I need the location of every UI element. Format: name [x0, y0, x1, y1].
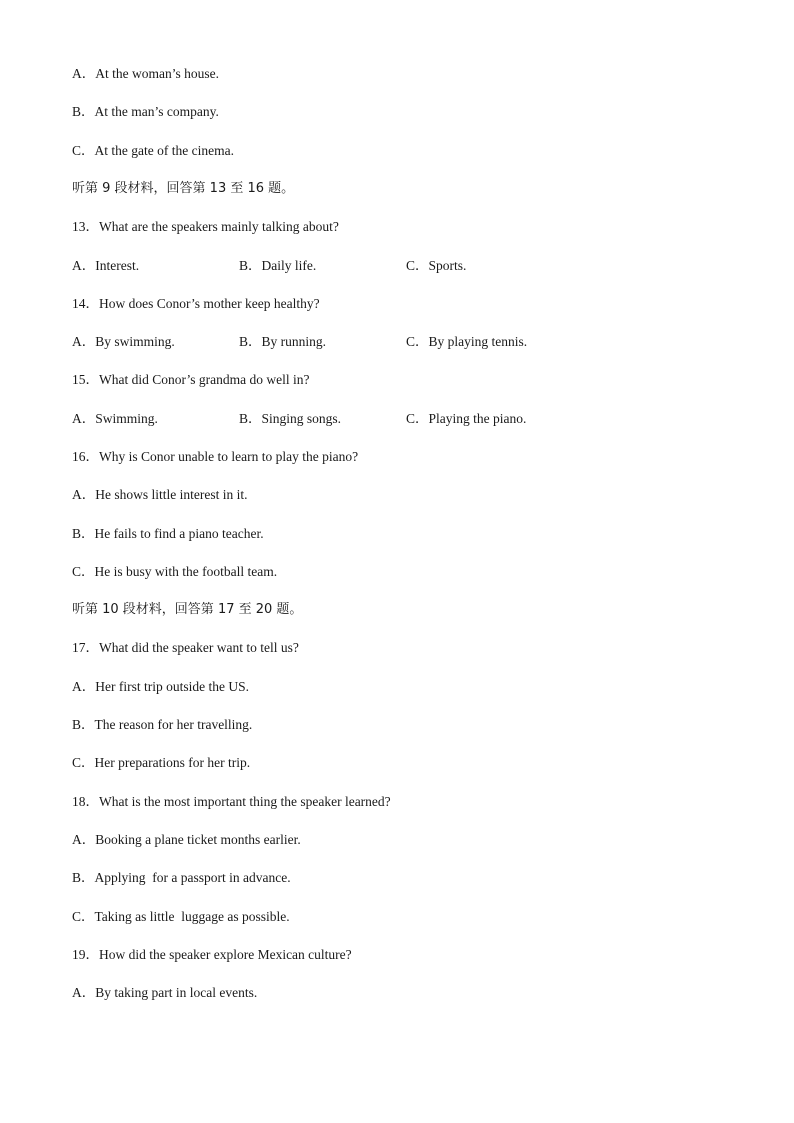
q17-option-c: C．Her preparations for her trip. — [72, 755, 251, 770]
q14-option-c: C．By playing tennis. — [406, 334, 528, 349]
question-17: 17．What did the speaker want to tell us? — [72, 640, 299, 655]
q17-option-a: A．Her first trip outside the US. — [72, 679, 249, 694]
q18-option-c: C．Taking as little luggage as possible. — [72, 909, 290, 924]
question-15: 15．What did Conor’s grandma do well in? — [72, 372, 310, 387]
q13-option-a: A．Interest. — [72, 258, 140, 273]
question-18: 18．What is the most important thing the speaker learned? — [72, 794, 391, 809]
q15-option-c: C．Playing the piano. — [406, 411, 527, 426]
question-16: 16．Why is Conor unable to learn to play the piano? — [72, 449, 359, 464]
q12-option-a: A．At the woman’s house. — [72, 66, 219, 81]
q18-option-b: B．Applying for a passport in advance. — [72, 870, 291, 885]
question-14: 14．How does Conor’s mother keep healthy? — [72, 296, 320, 311]
q13-option-b: B．Daily life. — [239, 258, 317, 273]
q13-option-c: C．Sports. — [406, 258, 467, 273]
q18-option-a: A．Booking a plane ticket months earlier. — [72, 832, 301, 847]
q16-option-a: A．He shows little interest in it. — [72, 487, 248, 502]
question-13: 13．What are the speakers mainly talking about? — [72, 219, 339, 234]
q15-option-a: A．Swimming. — [72, 411, 158, 426]
q19-option-a: A．By taking part in local events. — [72, 985, 258, 1000]
section-heading-10: 听第 10 段材料，回答第 17 至 20 题。 — [72, 602, 303, 617]
q14-option-b: B．By running. — [239, 334, 327, 349]
q16-option-c: C．He is busy with the football team. — [72, 564, 278, 579]
q15-option-b: B．Singing songs. — [239, 411, 342, 426]
section-heading-9: 听第 9 段材料，回答第 13 至 16 题。 — [72, 181, 295, 196]
q17-option-b: B．The reason for her travelling. — [72, 717, 253, 732]
q12-option-c: C．At the gate of the cinema. — [72, 143, 234, 158]
q14-option-a: A．By swimming. — [72, 334, 175, 349]
q12-option-b: B．At the man’s company. — [72, 104, 219, 119]
question-19: 19．How did the speaker explore Mexican culture? — [72, 947, 352, 962]
q16-option-b: B．He fails to find a piano teacher. — [72, 526, 264, 541]
